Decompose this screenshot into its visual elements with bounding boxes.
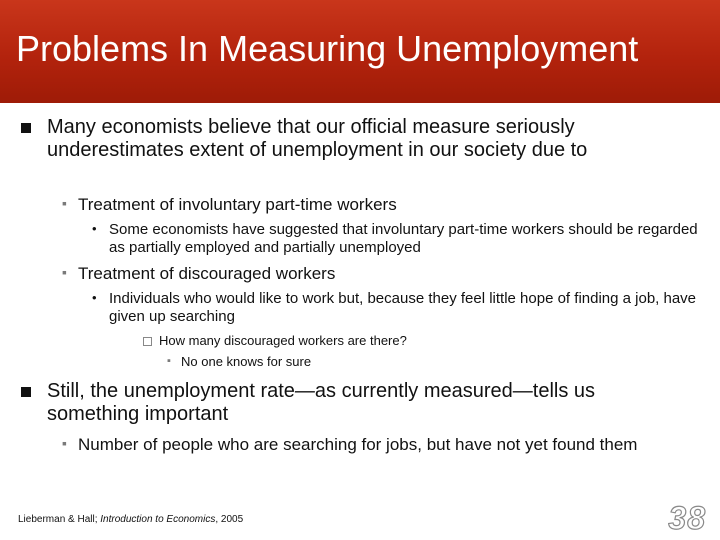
- bullet-1-2-text: Treatment of discouraged workers: [78, 264, 336, 283]
- dot-bullet-icon: •: [92, 221, 97, 236]
- small-square-bullet-icon: ▪: [62, 264, 67, 280]
- bullet-1-2-1-1-text: How many discouraged workers are there?: [159, 333, 407, 348]
- bullet-1-text: Many economists believe that our official measure seriously underestimates extent of unemployment in our society due to: [47, 116, 588, 161]
- dot-bullet-icon: •: [92, 290, 97, 305]
- bullet-1-2-1-1-1-text: No one knows for sure: [181, 354, 312, 369]
- footer-year: , 2005: [215, 514, 244, 525]
- bullet-2-1-text: Number of people who are searching for jobs, but have not yet found them: [78, 435, 638, 454]
- footer-authors: Lieberman & Hall;: [18, 514, 98, 525]
- bullet-1-1-text: Treatment of involuntary part-time workers: [78, 195, 397, 214]
- small-square-bullet-icon: ▪: [167, 355, 171, 367]
- slide-title: Problems In Measuring Unemployment: [16, 28, 639, 69]
- square-bullet-icon: [21, 123, 31, 133]
- bullet-2-text: Still, the unemployment rate—as currently measured—tells us something important: [47, 380, 596, 425]
- footer-citation: [18, 514, 243, 525]
- bullet-1-2-1-text: Individuals who would like to work but, because they feel little hope of finding a job, have given up searching: [109, 290, 697, 325]
- small-square-bullet-icon: ▪: [62, 435, 67, 451]
- square-bullet-icon: [21, 387, 31, 397]
- bullet-1-1-1-text: Some economists have suggested that involuntary part-time workers should be regarded as partially employed and partially unemployed: [109, 221, 698, 256]
- hollow-square-bullet-icon: [143, 337, 152, 346]
- footer-book-title: Introduction to Economics: [100, 514, 216, 525]
- page-number: 38: [668, 500, 706, 536]
- small-square-bullet-icon: ▪: [62, 195, 67, 211]
